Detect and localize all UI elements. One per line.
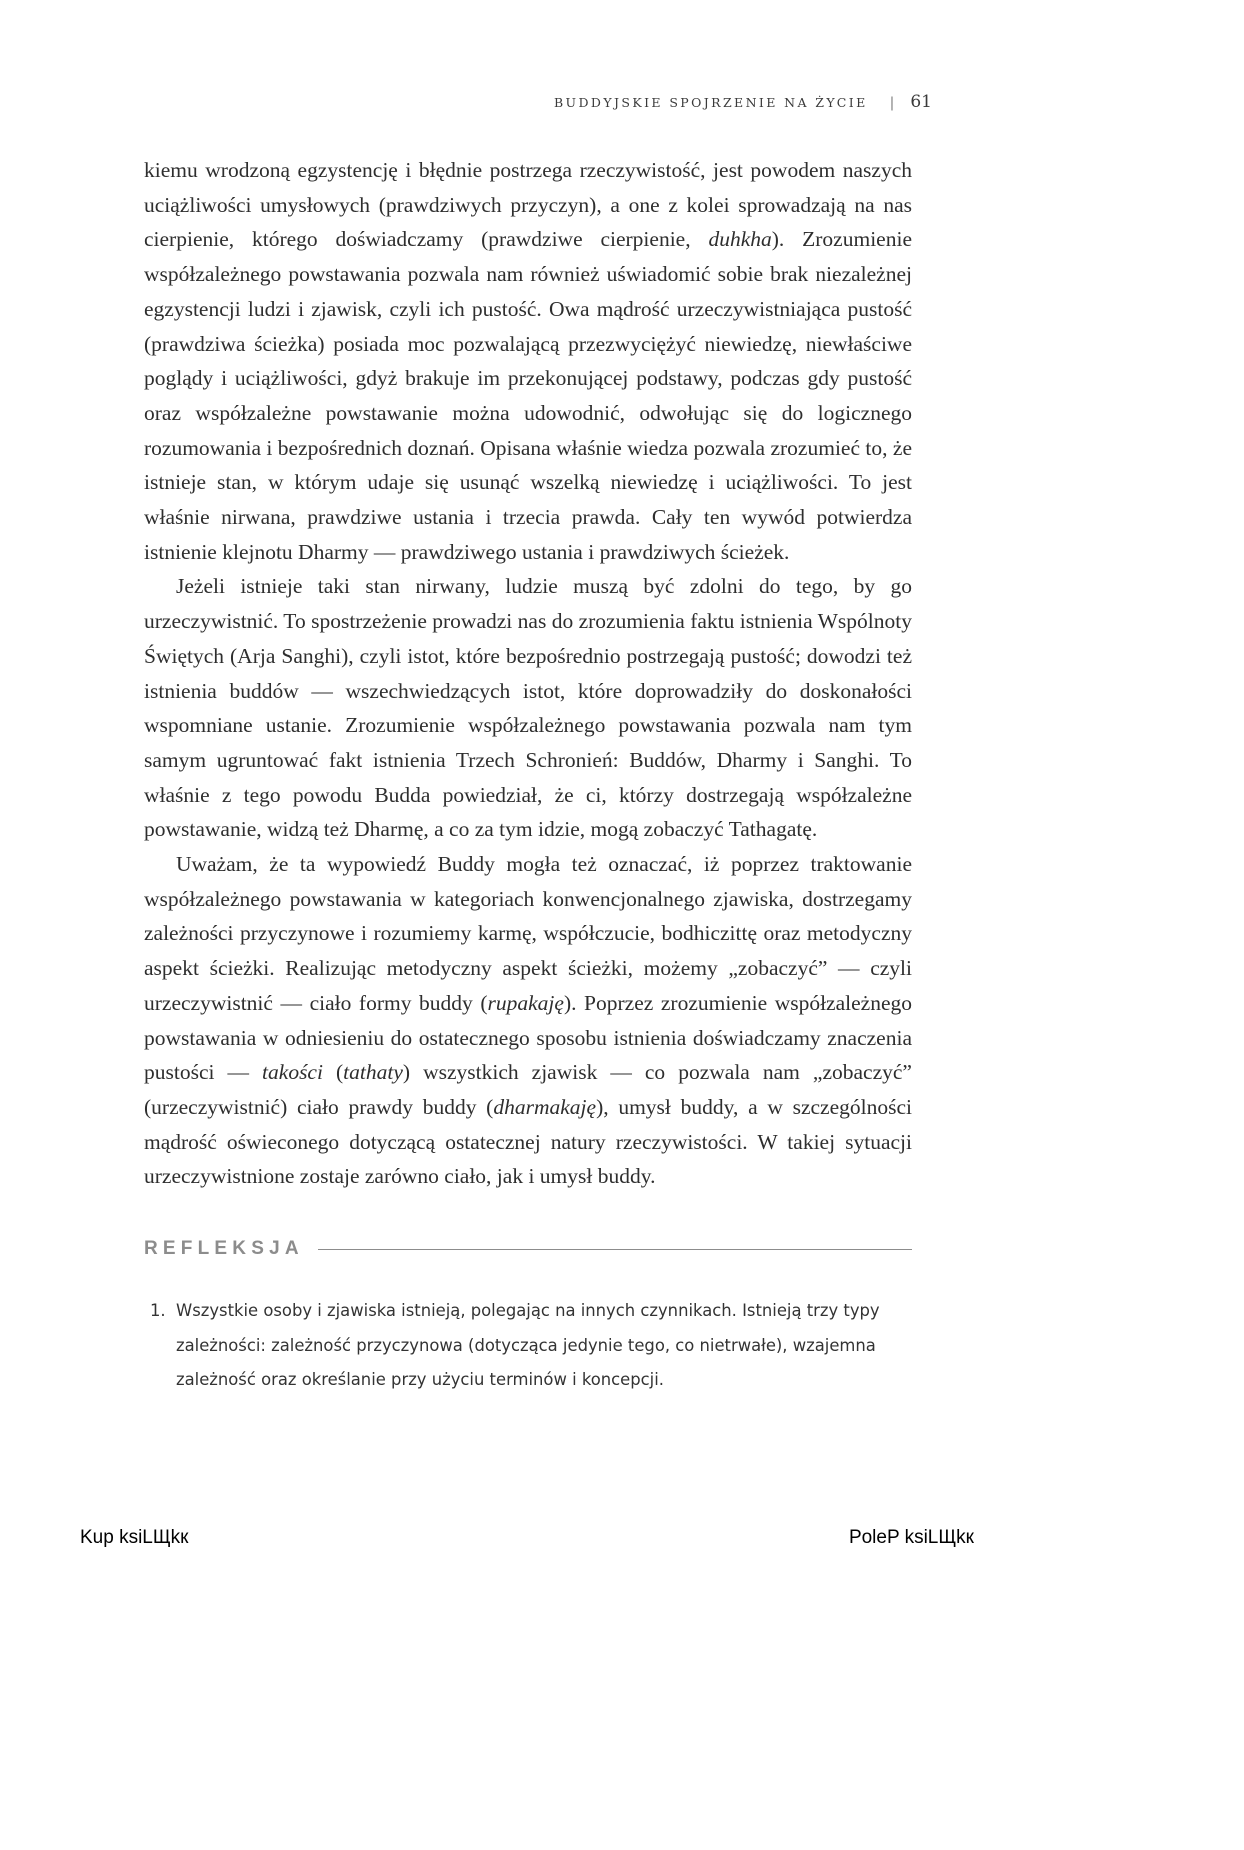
list-item	[150, 1294, 912, 1398]
list-item-text: Wszystkie osoby i zjawiska istnieją, polegając na innych czynnikach. Istnieją trzy typy zależności: zależność przyczynowa (dotycząca jedynie tego, co nietrwałe), wzajemna zależność oraz określanie przy użyciu terminów i koncepcji.	[176, 1301, 880, 1389]
running-header	[554, 92, 932, 112]
paragraph-1	[144, 153, 912, 569]
running-title: BUDDYJSKIE SPOJRZENIE NA ŻYCIE	[553, 95, 868, 110]
footer-recommend-link[interactable]: PoleP ksiLЩkк	[848, 1527, 974, 1548]
term-duhkha: duhkha	[708, 227, 772, 252]
header-separator: |	[889, 95, 895, 111]
body-text	[144, 153, 912, 1194]
paragraph-3-text-e: ), umysł buddy, a w szczególności mądrość oświeconego dotyczącą ostatecznej natury rzeczywistości. W takiej sytuacji urzeczywistnione zostaje zarówno ciało, jak i umysł buddy.	[144, 1094, 912, 1189]
paragraph-1-text-b: ). Zrozumienie współzależnego powstawania pozwala nam również uświadomić sobie brak niezależnej egzystencji ludzi i zjawisk, czyli ich pustość. Owa mądrość urzeczywistniająca pustość (prawdziwa ścieżka) posiada moc pozwalającą przezwyciężyć niewiedzę, niewłaściwe poglądy i uciążliwości, gdyż brakuje im przekonującej podstawy, podczas gdy pustość oraz współzależne powstawanie można udowodnić, odwołując się do logicznego rozumowania i bezpośrednich doznań. Opisana właśnie wiedza pozwala zrozumieć to, że istnieje stan, w którym udaje się usunąć wszelką niewiedzę i uciążliwości. To jest właśnie nirwana, prawdziwe ustania i trzecia prawda. Cały ten wywód potwierdza istnienie klejnotu Dharmy — prawdziwego ustania i prawdziwych ścieżek.	[144, 227, 912, 564]
term-rupakaje: rupakaję	[487, 990, 564, 1015]
reflection-heading-label: REFLEKSJA	[144, 1238, 304, 1259]
footer-buy-link[interactable]: Kup ksiLЩkк	[80, 1527, 189, 1548]
paragraph-3	[144, 847, 912, 1194]
paragraph-3-text-c: (	[322, 1060, 344, 1085]
term-takosci: takości	[262, 1060, 323, 1085]
reflection-list	[150, 1294, 912, 1398]
page-number: 61	[910, 92, 932, 112]
reflection-heading	[144, 1238, 912, 1260]
list-item-number: 1.	[150, 1301, 166, 1320]
paragraph-1-text-a: kiemu wrodzoną egzystencję i błędnie postrzega rzeczywistość, jest powodem naszych uciążliwości umysłowych (prawdziwych przyczyn), a one z kolei sprowadzają na nas cierpienie, którego doświadczamy (prawdziwe cierpienie,	[144, 158, 912, 252]
paragraph-3-text-d: ) wszystkich zjawisk — co pozwala nam „zobaczyć” (urzeczywistnić) ciało prawdy buddy (	[144, 1060, 912, 1119]
term-tathaty: tathaty	[343, 1060, 403, 1085]
heading-rule	[318, 1249, 912, 1250]
term-dharmakaje: dharmakaję	[493, 1094, 597, 1119]
paragraph-2: Jeżeli istnieje taki stan nirwany, ludzie muszą być zdolni do tego, by go urzeczywistnić. To spostrzeżenie prowadzi nas do zrozumienia faktu istnienia Wspólnoty Świętych (Arja Sanghi), czyli istot, które bezpośrednio postrzegają pustość; dowodzi też istnienia buddów — wszechwiedzących istot, które doprowadziły do doskonałości wspomniane ustanie. Zrozumienie współzależnego powstawania pozwala nam tym samym ugruntować fakt istnienia Trzech Schronień: Buddów, Dharmy i Sanghi. To właśnie z tego powodu Budda powiedział, że ci, którzy dostrzegają współzależne powstawanie, widzą też Dharmę, a co za tym idzie, mogą zobaczyć Tathagatę.	[144, 574, 912, 842]
paragraph-3-text-a: Uważam, że ta wypowiedź Buddy mogła też oznaczać, iż poprzez traktowanie współzależnego powstawania w kategoriach konwencjonalnego zjawiska, dostrzegamy zależności przyczynowe i rozumiemy karmę, współczucie, bodhiczittę oraz metodyczny aspekt ścieżki. Realizując metodyczny aspekt ścieżki, możemy „zobaczyć” — czyli urzeczywistnić — ciało formy buddy (	[144, 852, 912, 1015]
paragraph-3-text-b: ). Poprzez zrozumienie współzależnego powstawania w odniesieniu do ostatecznego sposobu istnienia doświadczamy znaczenia pustości —	[144, 990, 912, 1085]
